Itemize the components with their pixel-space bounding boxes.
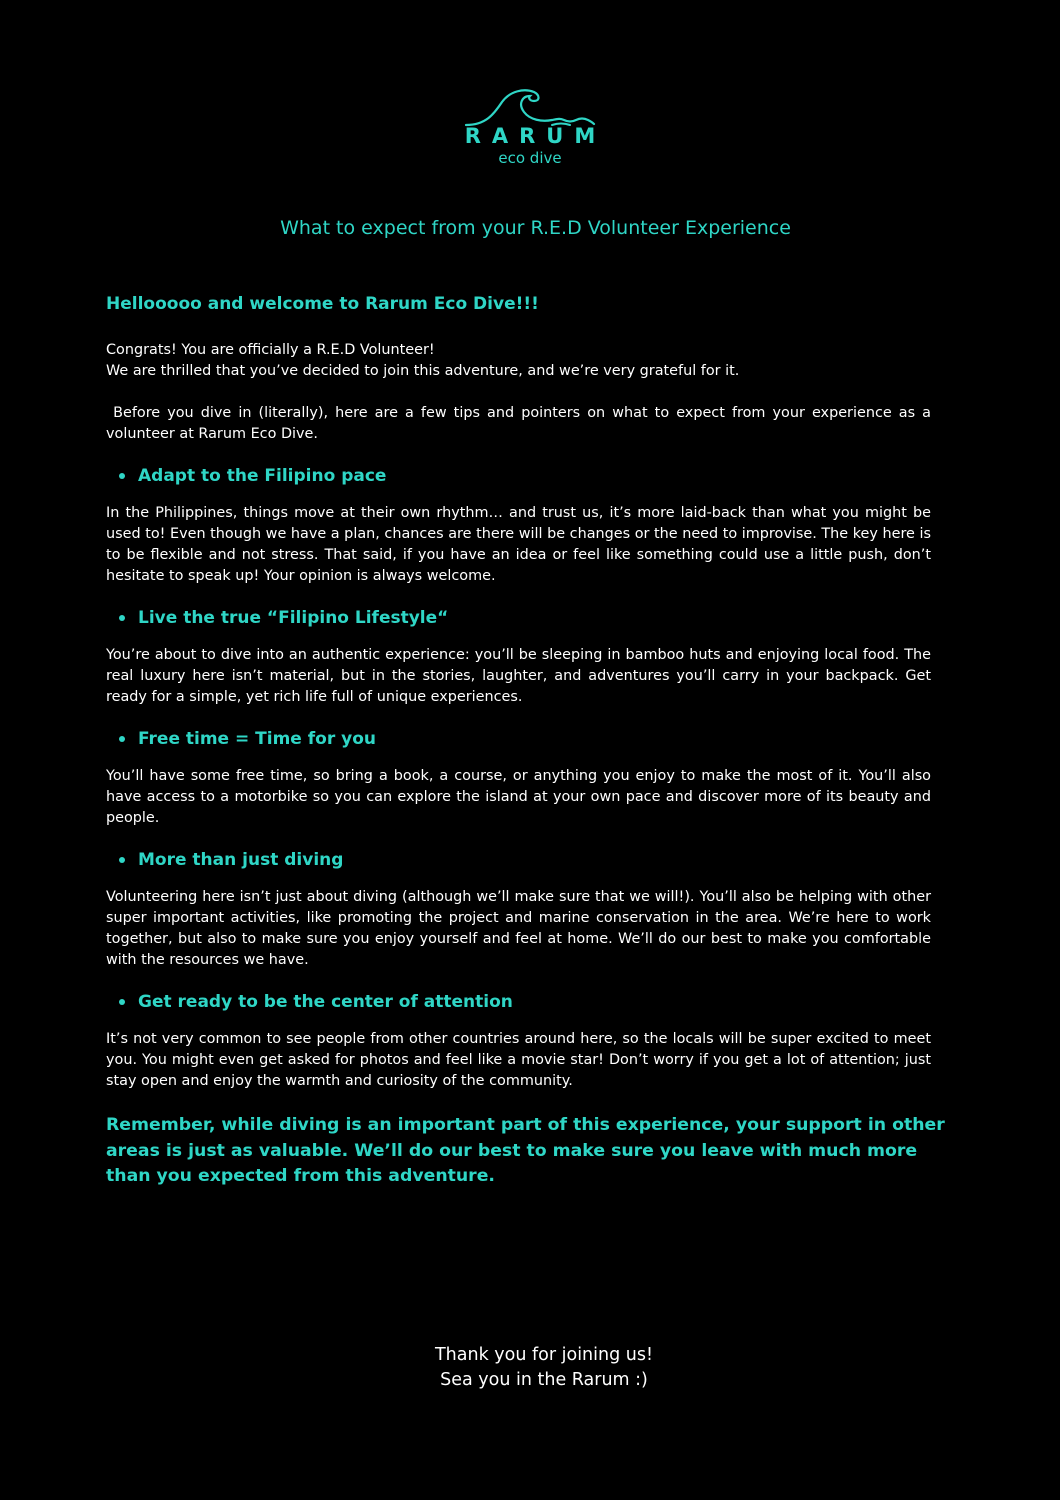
intro-line-2: We are thrilled that you’ve decided to join this adventure, and we’re very grateful for it. — [106, 363, 740, 379]
bullet-icon — [119, 736, 125, 742]
thanks-line-2: Sea you in the Rarum :) — [440, 1370, 648, 1390]
intro-line-1: Congrats! You are officially a R.E.D Volunteer! — [106, 342, 435, 358]
closing-statement: Remember, while diving is an important part of this experience, your support in other areas is just as valuable. We’ll do our best to make sure you leave with much more than you expected from this adventure. — [106, 1115, 945, 1186]
document-body — [106, 292, 945, 1190]
section-text: It’s not very common to see people from other countries around here, so the locals will be super excited to meet you. You might even get asked for photos and feel like a movie star! Don’t worry if you get a lot of attention; just stay open and enjoy the warmth and curiosity of the community. — [106, 1031, 931, 1089]
brand-tagline: eco dive — [498, 149, 562, 167]
page-title: What to expect from your R.E.D Volunteer Experience — [280, 217, 791, 239]
section-text: In the Philippines, things move at their own rhythm… and trust us, it’s more laid-back than what you might be used to! Even though we have a plan, chances are there will be changes or the need to improvise. The key here is to be flexible and not stress. That said, if you have an idea or feel like something could use a little push, don’t hesitate to speak up! Your opinion is always welcome. — [106, 505, 931, 584]
section-heading — [106, 848, 931, 872]
section-text: You’re about to dive into an authentic experience: you’ll be sleeping in bamboo huts and enjoying local food. The real luxury here isn’t material, but in the stories, laughter, and adventures you’ll carry in your backpack. Get ready for a simple, yet rich life full of unique experiences. — [106, 647, 931, 705]
section-heading-text: Get ready to be the center of attention — [138, 992, 513, 1012]
thanks-line-1: Thank you for joining us! — [434, 1345, 653, 1365]
greeting-heading: Hellooooo and welcome to Rarum Eco Dive!!! — [106, 294, 539, 314]
brand-name: RARUM — [464, 124, 607, 148]
section-heading-text: Live the true “Filipino Lifestyle“ — [138, 608, 449, 628]
bullet-icon — [119, 999, 125, 1005]
section-text: You’ll have some free time, so bring a book, a course, or anything you enjoy to make the most of it. You’ll also have access to a motorbike so you can explore the island at your own pace and discover more of its beauty and people. — [106, 768, 931, 826]
section-heading-text: Adapt to the Filipino pace — [138, 466, 387, 486]
section-heading — [106, 727, 931, 751]
section-heading-text: More than just diving — [138, 850, 344, 870]
logo — [0, 88, 1060, 167]
section-text: Volunteering here isn’t just about diving (although we’ll make sure that we will!). You’ll also be helping with other super important activities, like promoting the project and marine conservation in the area. We’re here to work together, but also to make sure you enjoy yourself and feel at home. We’ll do our best to make you comfortable with the resources we have. — [106, 889, 931, 968]
thanks-message — [0, 1343, 1060, 1393]
section-heading — [106, 990, 931, 1014]
section-heading — [106, 606, 931, 630]
bullet-icon — [119, 857, 125, 863]
bullet-icon — [119, 615, 125, 621]
wave-icon — [464, 88, 596, 128]
bullet-icon — [119, 473, 125, 479]
intro-line-3: Before you dive in (literally), here are a few tips and pointers on what to expect from your experience as a volunteer at Rarum Eco Dive. — [106, 405, 936, 442]
section-heading-text: Free time = Time for you — [138, 729, 376, 749]
section-heading — [106, 464, 931, 488]
